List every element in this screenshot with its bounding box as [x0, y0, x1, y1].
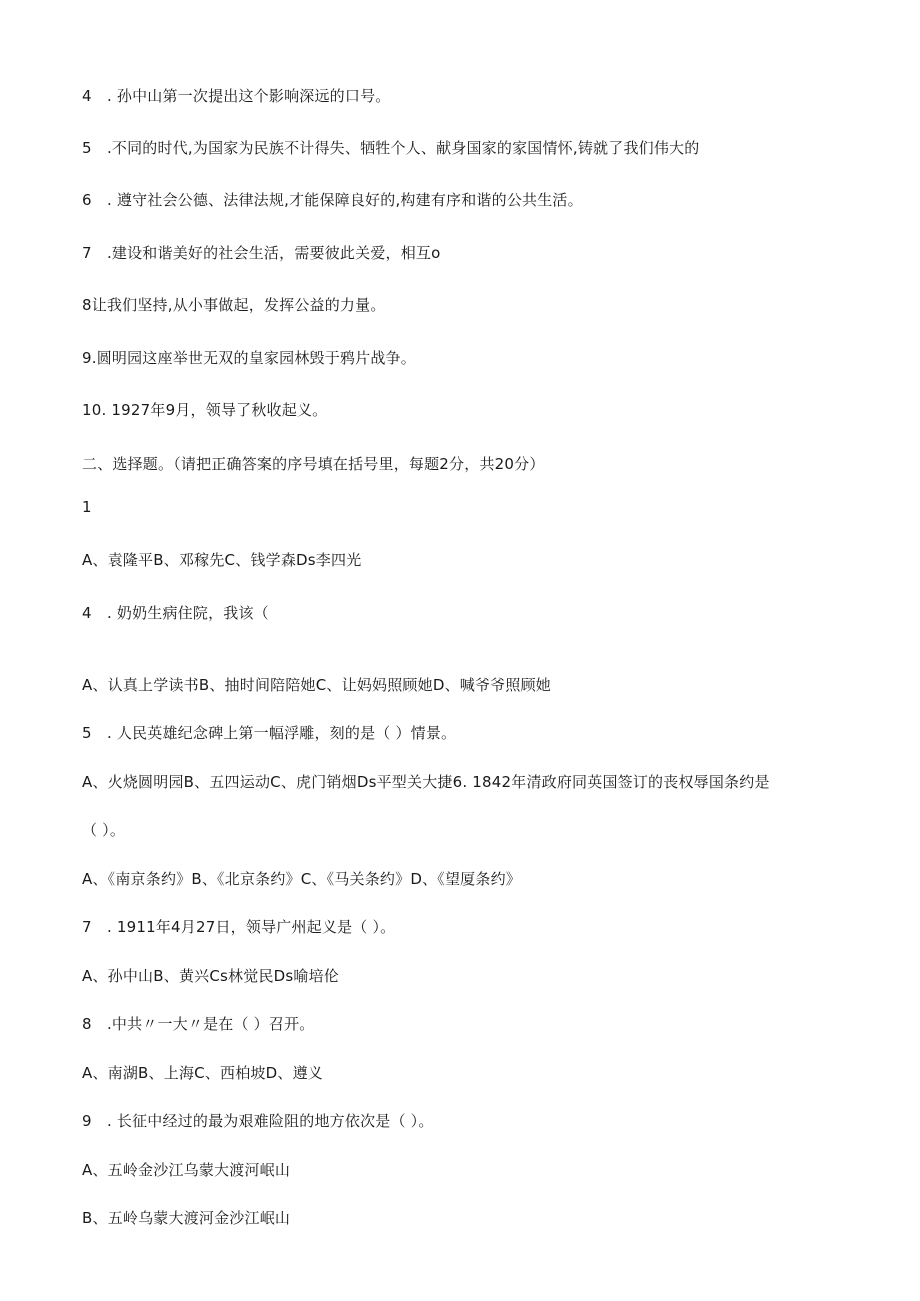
fill-blank-q5: 5 .不同的时代,为国家为民族不计得失、牺牲个人、献身国家的家国情怀,铸就了我们伟大的 — [82, 139, 700, 157]
choice-q5-options-q6: A、火烧圆明园B、五四运动C、虎门销烟Ds平型关大捷6. 1842年清政府同英国签订的丧权辱国条约是 — [82, 773, 770, 791]
choice-q6-blank: （ ）。 — [82, 821, 126, 839]
choice-q6-options: A、《南京条约》B、《北京条约》C、《马关条约》D、《望厦条约》 — [82, 870, 521, 888]
fill-blank-q6: 6 . 遵守社会公德、法律法规,才能保障良好的,构建有序和谐的公共生活。 — [82, 191, 583, 209]
choice-q5: 5 . 人民英雄纪念碑上第一幅浮雕，刻的是（ ）情景。 — [82, 724, 457, 742]
choice-q9-option-a: A、五岭金沙江乌蒙大渡河岷山 — [82, 1161, 291, 1179]
fill-blank-q4: 4 . 孙中山第一次提出这个影响深远的口号。 — [82, 87, 391, 105]
choice-q4: 4 . 奶奶生病住院，我该（ — [82, 604, 269, 622]
fill-blank-q10: 10. 1927年9月，领导了秋收起义。 — [82, 401, 328, 419]
choice-q1-options: A、袁隆平B、邓稼先C、钱学森Ds李四光 — [82, 551, 362, 569]
fill-blank-q7: 7 .建设和谐美好的社会生活，需要彼此关爱，相互o — [82, 244, 441, 262]
choice-q7: 7 . 1911年4月27日，领导广州起义是（ ）。 — [82, 918, 396, 936]
choice-q4-options: A、认真上学读书B、抽时间陪陪她C、让妈妈照顾她D、喊爷爷照顾她 — [82, 676, 551, 694]
choice-q9: 9 . 长征中经过的最为艰难险阻的地方依次是（ ）。 — [82, 1112, 434, 1130]
choice-q7-options: A、孙中山B、黄兴Cs林觉民Ds喻培伦 — [82, 967, 340, 985]
fill-blank-q8: 8让我们坚持,从小事做起，发挥公益的力量。 — [82, 296, 386, 314]
choice-q8-options: A、南湖B、上海C、西柏坡D、遵义 — [82, 1064, 323, 1082]
choice-q1: 1 — [82, 498, 92, 516]
choice-q8: 8 .中共〃一大〃是在（ ）召开。 — [82, 1015, 315, 1033]
choice-q9-option-b: B、五岭乌蒙大渡河金沙江岷山 — [82, 1209, 291, 1227]
fill-blank-q9: 9.圆明园这座举世无双的皇家园林毁于鸦片战争。 — [82, 349, 416, 367]
section-heading-choice: 二、选择题。（请把正确答案的序号填在括号里，每题2分，共20分） — [82, 455, 545, 473]
